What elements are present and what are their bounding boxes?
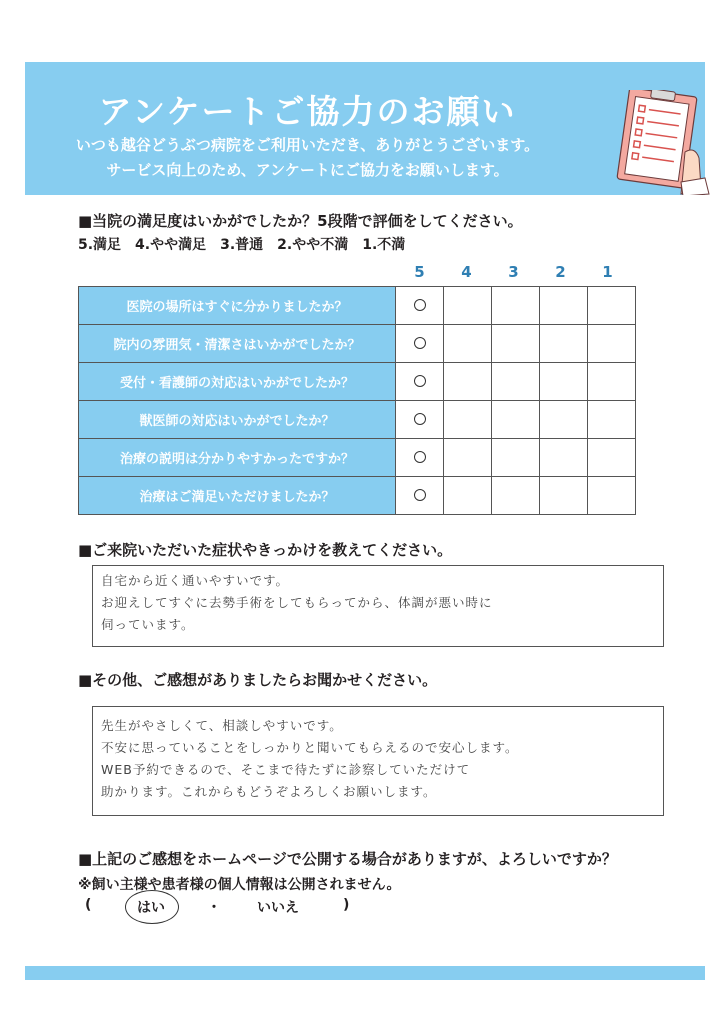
rating-cell-1[interactable]: [588, 401, 636, 439]
q2-heading: ■ご来院いただいた症状やきっかけを教えてください。: [78, 541, 453, 559]
rating-cell-5[interactable]: [396, 439, 444, 477]
circle-mark: [414, 489, 426, 501]
privacy-note: ※飼い主様や患者様の個人情報は公開されません。: [78, 877, 401, 893]
rating-cell-3[interactable]: [492, 439, 540, 477]
q2-answer-box[interactable]: [92, 565, 664, 647]
rating-cell-5[interactable]: [396, 363, 444, 401]
scale-header-1: 1: [602, 263, 613, 281]
rating-cell-2[interactable]: [540, 325, 588, 363]
q2-answer-line: 自宅から近く通いやすいです。: [101, 573, 290, 588]
rating-cell-5[interactable]: [396, 401, 444, 439]
rating-row: [79, 363, 636, 401]
rating-row: [79, 325, 636, 363]
header-subtitle-line1: いつも越谷どうぶつ病院をご利用いただき、ありがとうございます。: [75, 136, 540, 154]
q3-answer-line: 先生がやさしくて、相談しやすいです。: [101, 718, 343, 733]
rating-cell-3[interactable]: [492, 401, 540, 439]
rating-cell-3[interactable]: [492, 477, 540, 515]
option-no[interactable]: いいえ: [257, 900, 299, 916]
rating-cell-1[interactable]: [588, 363, 636, 401]
rating-cell-3[interactable]: [492, 363, 540, 401]
close-paren: ): [343, 897, 350, 913]
rating-cell-4[interactable]: [444, 477, 492, 515]
scale-header-5: 5: [414, 263, 425, 281]
rating-table: [78, 286, 636, 515]
rating-row: [79, 401, 636, 439]
rating-scale-legend: 5.満足 4.やや満足 3.普通 2.やや不満 1.不満: [78, 237, 406, 253]
q3-heading: ■その他、ご感想がありましたらお聞かせください。: [78, 671, 438, 689]
scale-header-3: 3: [508, 263, 519, 281]
rating-cell-1[interactable]: [588, 287, 636, 325]
rating-question: 治療の説明は分かりやすかったですか？: [79, 439, 396, 477]
rating-row: [79, 287, 636, 325]
rating-cell-4[interactable]: [444, 401, 492, 439]
header-banner: [25, 62, 705, 195]
open-paren: (: [85, 897, 92, 913]
page-title: アンケートご協力のお願い: [98, 92, 517, 131]
rating-cell-2[interactable]: [540, 401, 588, 439]
clipboard-checklist-icon: [615, 90, 710, 195]
rating-cell-2[interactable]: [540, 287, 588, 325]
rating-question: 獣医師の対応はいかがでしたか？: [79, 401, 396, 439]
rating-cell-2[interactable]: [540, 439, 588, 477]
q1-heading: ■当院の満足度はいかがでしたか？5段階で評価をしてください。: [78, 212, 523, 230]
circle-mark: [414, 299, 426, 311]
header-subtitle-line2: サービス向上のため、アンケートにご協力をお願いします。: [106, 161, 509, 179]
rating-cell-2[interactable]: [540, 477, 588, 515]
rating-cell-5[interactable]: [396, 325, 444, 363]
rating-cell-4[interactable]: [444, 325, 492, 363]
rating-question: 院内の雰囲気・清潔さはいかがでしたか？: [79, 325, 396, 363]
circle-mark: [414, 413, 426, 425]
scale-header-4: 4: [461, 263, 472, 281]
rating-question: 受付・看護師の対応はいかがでしたか？: [79, 363, 396, 401]
rating-cell-1[interactable]: [588, 477, 636, 515]
footer-bar: [25, 966, 705, 980]
q3-answer-line: WEB予約できるので、そこまで待たずに診察していただけて: [101, 762, 471, 777]
rating-cell-5[interactable]: [396, 477, 444, 515]
publish-consent-choice: [85, 897, 375, 917]
rating-cell-3[interactable]: [492, 325, 540, 363]
rating-cell-4[interactable]: [444, 363, 492, 401]
rating-cell-3[interactable]: [492, 287, 540, 325]
q3-answer-box[interactable]: [92, 706, 664, 816]
rating-cell-1[interactable]: [588, 439, 636, 477]
rating-cell-4[interactable]: [444, 287, 492, 325]
rating-cell-5[interactable]: [396, 287, 444, 325]
option-separator: ・: [207, 900, 221, 916]
rating-question: 治療はご満足いただけましたか？: [79, 477, 396, 515]
rating-cell-4[interactable]: [444, 439, 492, 477]
option-yes[interactable]: はい: [137, 900, 165, 916]
rating-cell-1[interactable]: [588, 325, 636, 363]
circle-mark: [414, 375, 426, 387]
rating-cell-2[interactable]: [540, 363, 588, 401]
q4-heading: ■上記のご感想をホームページで公開する場合がありますが、よろしいですか？: [78, 850, 617, 868]
rating-row: [79, 477, 636, 515]
q2-answer-line: 伺っています。: [101, 617, 195, 632]
scale-header-2: 2: [555, 263, 566, 281]
rating-row: [79, 439, 636, 477]
q3-answer-line: 助かります。これからもどうぞよろしくお願いします。: [101, 784, 437, 799]
rating-question: 医院の場所はすぐに分かりましたか？: [79, 287, 396, 325]
q2-answer-line: お迎えしてすぐに去勢手術をしてもらってから、体調が悪い時に: [101, 595, 493, 610]
circle-mark: [414, 337, 426, 349]
circle-mark: [414, 451, 426, 463]
q3-answer-line: 不安に思っていることをしっかりと聞いてもらえるので安心します。: [101, 740, 519, 755]
